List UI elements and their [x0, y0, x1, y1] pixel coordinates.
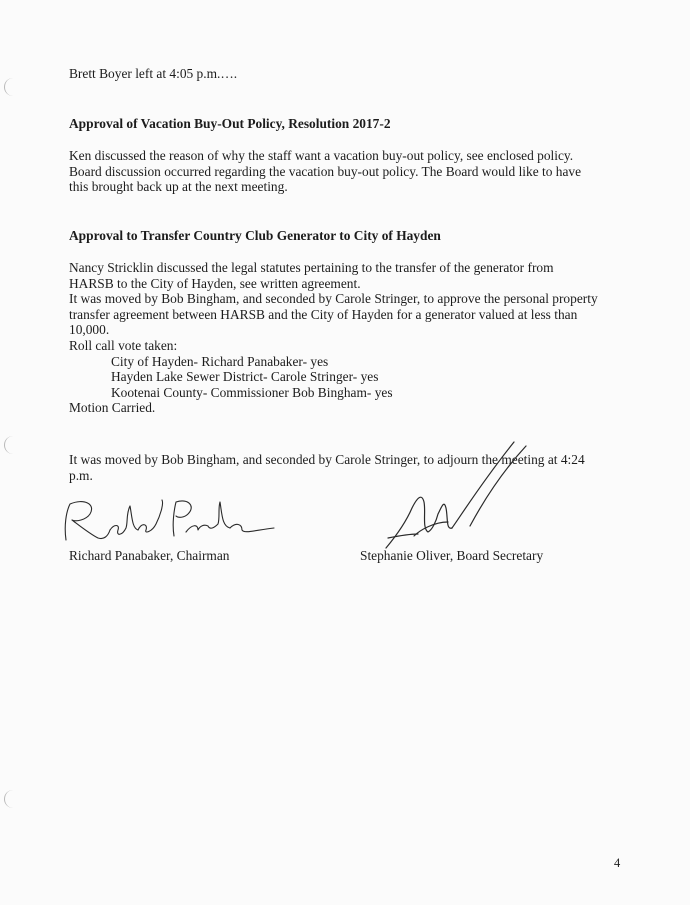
vote-line: Hayden Lake Sewer District- Carole Stringer- yes	[111, 369, 379, 385]
paragraph-line: this brought back up at the next meeting.	[69, 179, 288, 195]
paragraph-line: p.m.	[69, 467, 93, 483]
chairman-signature-label: Richard Panabaker, Chairman	[69, 548, 230, 563]
section-heading-vacation: Approval of Vacation Buy-Out Policy, Resolution 2017-2	[69, 116, 391, 131]
paragraph-line: 10,000.	[69, 322, 110, 338]
paragraph-line: transfer agreement between HARSB and the City of Hayden for a generator valued at less than	[69, 306, 578, 322]
chairman-signature	[60, 496, 280, 548]
margin-mark	[4, 436, 13, 454]
paragraph-line: Roll call vote taken:	[69, 337, 178, 353]
motion-result: Motion Carried.	[69, 400, 156, 416]
paragraph-vacation	[69, 148, 629, 195]
vote-line: Kootenai County- Commissioner Bob Bingham- yes	[111, 384, 393, 400]
margin-mark	[4, 790, 13, 808]
intro-text: Brett Boyer left at 4:05 p.m.….	[69, 66, 238, 81]
margin-mark	[4, 78, 13, 96]
paragraph-line: It was moved by Bob Bingham, and seconded by Carole Stringer, to approve the personal property	[69, 291, 598, 307]
vote-line: City of Hayden- Richard Panabaker- yes	[111, 353, 329, 369]
secretary-signature-label: Stephanie Oliver, Board Secretary	[360, 548, 544, 563]
paragraph-line: Nancy Stricklin discussed the legal statutes pertaining to the transfer of the generator from	[69, 260, 554, 275]
paragraph-line: Board discussion occurred regarding the vacation buy-out policy. The Board would like to have	[69, 163, 582, 179]
paragraph-line: HARSB to the City of Hayden, see written agreement.	[69, 275, 361, 291]
paragraph-generator	[69, 260, 629, 416]
paragraph-line: Ken discussed the reason of why the staff want a vacation buy-out policy, see enclosed policy.	[69, 148, 574, 163]
paragraph-adjourn	[69, 452, 629, 483]
secretary-signature	[384, 436, 534, 552]
section-heading-generator: Approval to Transfer Country Club Generator to City of Hayden	[69, 228, 441, 243]
paragraph-line: It was moved by Bob Bingham, and seconded by Carole Stringer, to adjourn the meeting at 4:24	[69, 452, 585, 467]
page-number: 4	[614, 856, 621, 870]
